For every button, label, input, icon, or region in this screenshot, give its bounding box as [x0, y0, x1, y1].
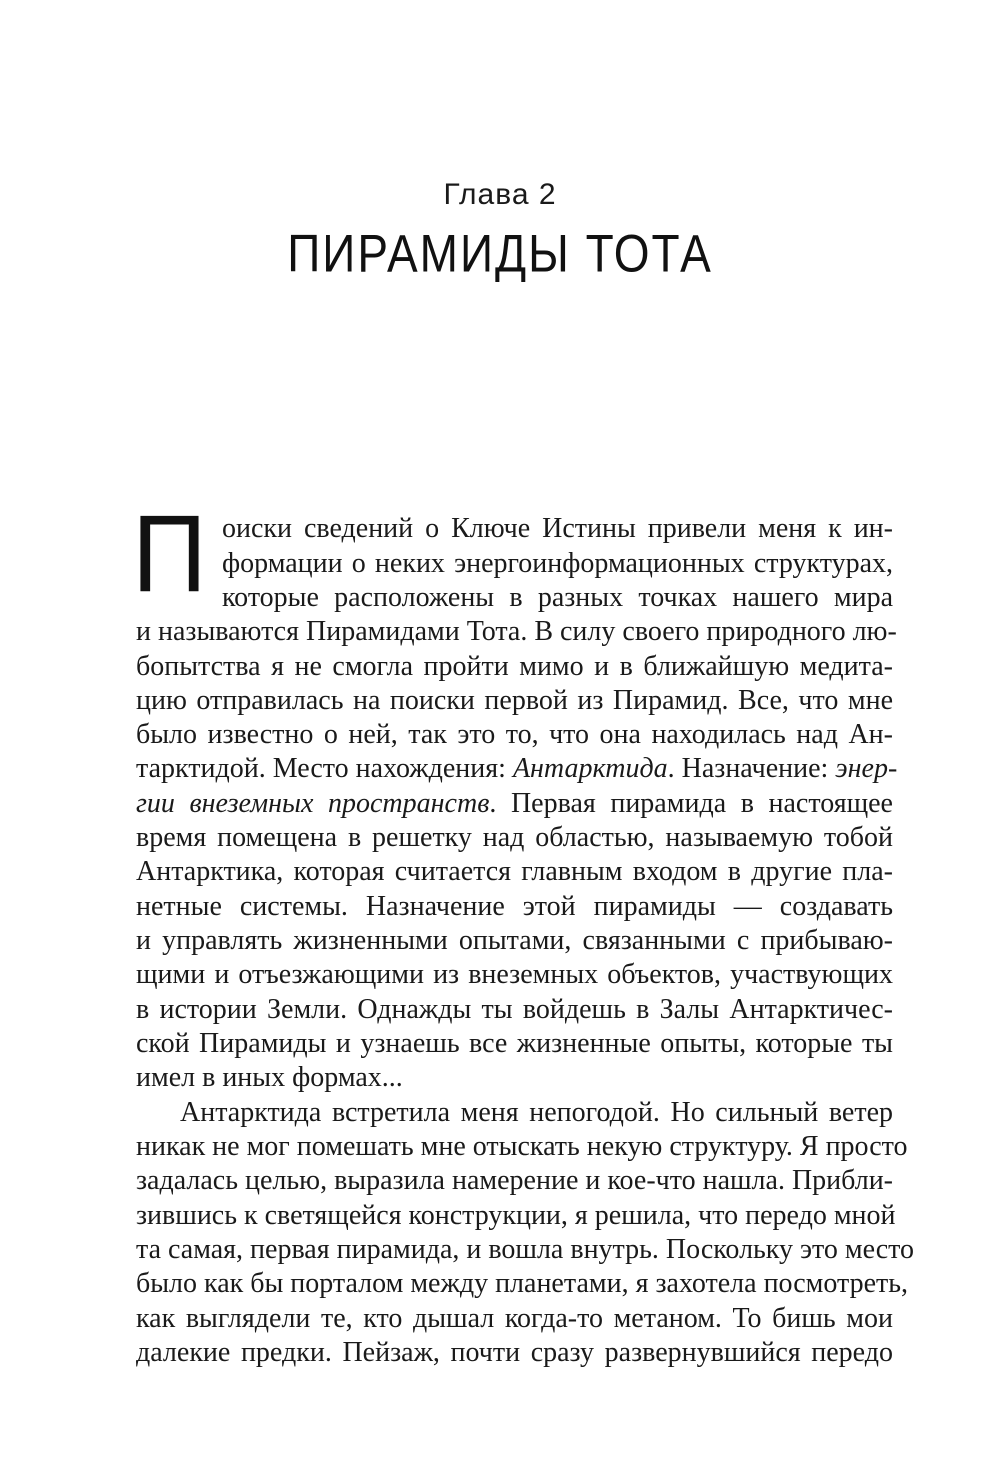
text-run: . Назначение: [667, 753, 836, 784]
text-line: в истории Земли. Однажды ты войдешь в Залы Антарктичес- [136, 994, 893, 1025]
text-line: оиски сведений о Ключе Истины привели меня к ин- [222, 513, 893, 544]
text-line: цию отправилась на поиски первой из Пирамид. Все, что мне [136, 685, 893, 716]
text-line: было известно о ней, так это то, что она находилась над Ан- [136, 719, 893, 750]
chapter-title: ПИРАМИДЫ ТОТА [287, 223, 713, 283]
text-line: и управлять жизненными опытами, связанными с прибываю- [136, 925, 893, 956]
text-line: бопытства я не смогла пройти мимо и в ближайшую медита- [136, 651, 893, 682]
text-line: которые расположены в разных точках нашего мира [222, 582, 893, 613]
text-line: задалась целью, выразила намерение и кое-что нашла. Прибли- [136, 1165, 893, 1196]
text-line: зившись к светящейся конструкции, я решила, что передо мной [136, 1200, 896, 1231]
drop-cap: П [132, 494, 207, 616]
italic-run: гии внеземных пространств [136, 788, 490, 819]
text-line: формации о неких энергоинформационных структурах, [222, 548, 893, 579]
italic-run: энер- [835, 753, 898, 784]
text-line [136, 752, 898, 792]
text-line: и называются Пирамидами Тота. В силу своего природного лю- [136, 616, 897, 647]
text-line: имел в иных формах... [136, 1062, 403, 1093]
text-line: Антарктика, которая считается главным входом в другие пла- [136, 856, 893, 887]
text-line: нетные системы. Назначение этой пирамиды — создавать [136, 891, 893, 922]
text-line: ской Пирамиды и узнаешь все жизненные опыты, которые ты [136, 1028, 893, 1059]
text-run: . Первая пирамида в настоящее [489, 788, 893, 819]
text-line: как выглядели те, кто дышал когда-то метаном. То бишь мои [136, 1303, 893, 1334]
text-run: тарктидой. Место нахождения: [136, 753, 513, 784]
chapter-label: Глава 2 [443, 178, 557, 211]
text-line: никак не мог помешать мне отыскать некую структуру. Я просто [136, 1131, 908, 1162]
text-line: та самая, первая пирамида, и вошла внутрь. Поскольку это место [136, 1234, 915, 1265]
text-line: Антарктида встретила меня непогодой. Но сильный ветер [180, 1097, 893, 1128]
text-line: время помещена в решетку над областью, называемую тобой [136, 822, 893, 853]
text-line: щими и отъезжающими из внеземных объектов, участвующих [136, 959, 893, 990]
italic-run: Антарктида [512, 753, 668, 784]
text-line: далекие предки. Пейзаж, почти сразу развернувшийся передо [136, 1337, 893, 1368]
text-line: было как бы порталом между планетами, я захотела посмотреть, [136, 1268, 909, 1299]
